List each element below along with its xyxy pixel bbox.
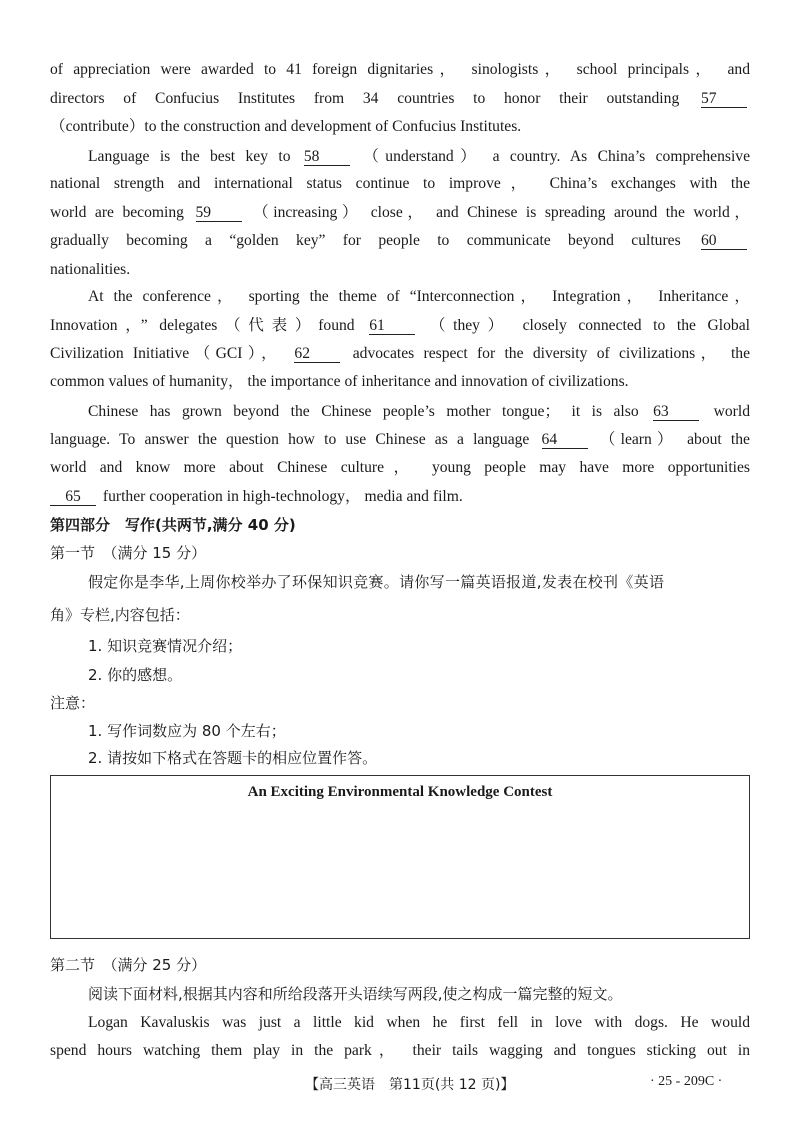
content-item: 2. 你的感想。 (88, 666, 183, 684)
line-text: directors of Confucius Institutes from 34 countries to honor their outstanding (50, 90, 680, 107)
passage-line (50, 203, 750, 223)
line-text: Chinese has grown beyond the Chinese people’s mother tongue； it is also (88, 403, 639, 420)
blank-63: 63 (653, 403, 699, 421)
line-text: Logan Kavaluskis was just a little kid when he first fell in love with dogs. He would (88, 1014, 750, 1031)
line-text: spend hours watching them play in the park， their tails wagging and tongues sticking out in (50, 1042, 750, 1059)
blank-65: 65 (50, 488, 96, 506)
note-item: 1. 写作词数应为 80 个左右； (88, 722, 286, 740)
note-item: 2. 请按如下格式在答题卡的相应位置作答。 (88, 749, 378, 767)
passage-line (88, 402, 750, 422)
blank-57: 57 (701, 90, 747, 108)
line-text: gradually becoming a “golden key” for people to communicate beyond cultures (50, 232, 681, 249)
notes-label: 注意： (50, 694, 96, 712)
line-text: of appreciation were awarded to 41 foreign dignitaries， sinologists， school principals， and (50, 61, 750, 78)
passage-line (50, 372, 750, 392)
section1-prompt-cont: 角》专栏,内容包括： (50, 606, 190, 624)
line-text: world are becoming (50, 204, 184, 221)
blank-58: 58 (304, 148, 350, 166)
blank-61: 61 (369, 317, 415, 335)
passage-line (88, 287, 750, 307)
passage-line (50, 430, 750, 450)
passage-line (50, 458, 750, 478)
blank-64: 64 (542, 431, 588, 449)
answer-box (50, 775, 750, 939)
passage-line (88, 147, 750, 167)
passage-line (50, 260, 750, 280)
line-text: （understand） a country. As China’s comprehensive (363, 148, 751, 165)
line-text: nationalities. (50, 261, 131, 278)
passage-line (50, 487, 750, 507)
passage-line (50, 231, 750, 251)
blank-59: 59 (196, 204, 242, 222)
passage-line (50, 60, 750, 80)
blank-60: 60 (701, 232, 747, 250)
passage-line (50, 117, 750, 137)
line-text: （increasing） close， and Chinese is spreading around the world， (253, 204, 750, 221)
line-text: （they） closely connected to the Global (429, 317, 750, 334)
section2-title: 第二节 （满分 25 分） (50, 956, 207, 974)
blank-62: 62 (294, 345, 340, 363)
line-text: common values of humanity， the importance of inheritance and innovation of civilizations. (50, 373, 629, 390)
section1-title: 第一节 （满分 15 分） (50, 544, 207, 562)
line-text: Civilization Initiative（GCI）， (50, 345, 283, 362)
passage-line (50, 174, 750, 194)
line-text: world and know more about Chinese culture， young people may have more opportunities (50, 459, 750, 476)
line-text: （learn） about the (599, 431, 750, 448)
line-text: world (713, 403, 750, 420)
line-text: national strength and international status continue to improve， China’s exchanges with the (50, 175, 750, 192)
line-text: further cooperation in high-technology， media and film. (102, 488, 463, 505)
content-item: 1. 知识竞赛情况介绍； (88, 637, 243, 655)
line-text: （contribute）to the construction and development of Confucius Institutes. (50, 118, 522, 135)
line-text: language. To answer the question how to use Chinese as a language (50, 431, 530, 448)
story-line (50, 1041, 750, 1061)
passage-line (50, 344, 750, 364)
page-footer-code: · 25 - 209C · (650, 1074, 723, 1089)
line-text: Language is the best key to (88, 148, 291, 165)
passage-line (50, 89, 750, 109)
page-footer-label: 【高三英语 第11页(共 12 页)】 (305, 1077, 515, 1093)
story-line (88, 1013, 750, 1033)
passage-line (50, 316, 750, 336)
section1-prompt: 假定你是李华,上周你校举办了环保知识竞赛。请你写一篇英语报道,发表在校刊《英语 (88, 573, 665, 591)
part-title: 第四部分 写作(共两节,满分 40 分) (50, 516, 296, 534)
section2-instruction: 阅读下面材料,根据其内容和所给段落开头语续写两段,使之构成一篇完整的短文。 (88, 985, 623, 1003)
line-text: Innovation，” delegates（代表）found (50, 317, 355, 334)
answer-box-title: An Exciting Environmental Knowledge Contest (247, 784, 553, 800)
line-text: advocates respect for the diversity of civilizations， the (352, 345, 750, 362)
line-text: At the conference， sporting the theme of “Interconnection， Integration， Inheritance， (88, 288, 750, 305)
